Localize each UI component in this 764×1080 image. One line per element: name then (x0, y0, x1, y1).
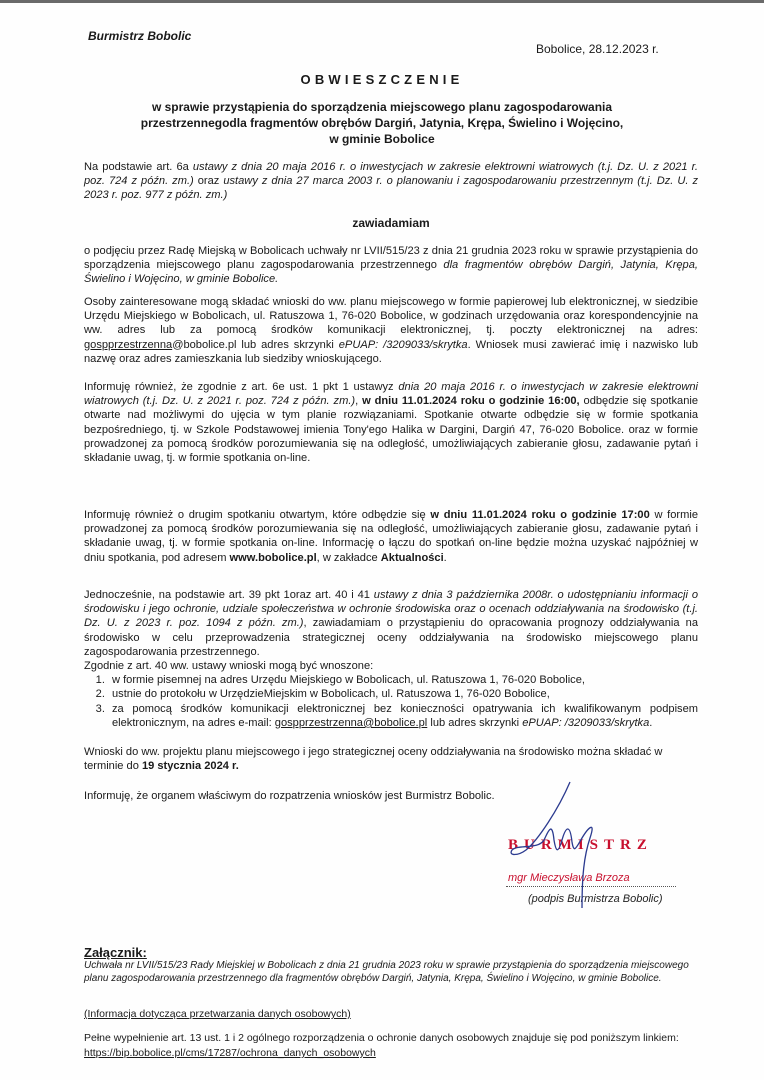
submission-methods-list (84, 673, 698, 730)
subject-line: w gminie Bobolice (329, 132, 435, 146)
news-tab-name: Aktualności (380, 551, 444, 564)
email-domain: @bobolice.pl (172, 338, 237, 351)
text: , (355, 395, 363, 408)
mayor-stamp-name: mgr Mieczysława Brzoza (508, 872, 630, 884)
handwritten-signature-icon (478, 780, 698, 910)
meeting-datetime: w dniu 11.01.2024 roku o godzinie 17:00 (430, 509, 650, 521)
epuap-address: ePUAP: /3209033/skrytka (522, 716, 650, 729)
meeting-datetime: w dniu 11.01.2024 roku o godzinie 16:00, (362, 395, 580, 408)
epuap-address: ePUAP: /3209033/skrytka (338, 338, 468, 351)
text: lub adres skrzynki (427, 716, 523, 729)
plan-area: dla fragmentów obrębów Dargiń, Jatynia, Krępa, Świelino i Wojęcino, w gminie Bobolice. (84, 259, 698, 286)
text: , w zakładce (316, 551, 381, 564)
text: Informuję, że organem właściwym do rozpatrzenia wniosków jest Burmistrz Bobolic. (84, 790, 495, 802)
paragraph-environment (84, 588, 698, 730)
paragraph-resolution (84, 244, 698, 287)
attachment-text: Uchwała nr LVII/515/23 Rady Miejskiej w Bobolicach z dnia 21 grudnia 2023 roku w sprawie przystąpienia do sporządzenia miejscowego planu zagospodarowania przestrzennego dla fragmentów obrębów Dargiń, Jatynia, Krępa, Świelino i Wojęcino, w gminie Bobolice. (84, 960, 689, 984)
document-date: Bobolice, 28.12.2023 r. (536, 42, 659, 56)
text: Osoby zainteresowane mogą składać wnioski do ww. planu miejscowego w formie papierowej lub elektronicznej, w siedzibie Urzędu Miejskiego w Bobolicach, ul. Ratuszowa 1, 76-020 Bobolice, w godzinach urzędowania oraz korespondencyjnie na ww. adres lub za pomocą środków komunikacji elektronicznej, tj. poczty elektronicznej na adres: (84, 296, 698, 337)
email-link[interactable]: gospprzestrzenna (84, 338, 173, 351)
list-item: 2. ustnie do protokołu w UrzędzieMiejskim w Bobolicach, ul. Ratuszowa 1, 76-020 Bobolice, (108, 687, 698, 701)
deadline-date: 19 stycznia 2024 r. (141, 760, 239, 773)
text: Informuję również, że zgodnie z art. 6e ust. 1 pkt 1 ustawyz (84, 381, 399, 393)
text: Pełne wypełnienie art. 13 ust. 1 i 2 ogólnego rozporządzenia o ochronie danych osobowych znajduje się pod poniższym linkiem: (84, 1032, 679, 1044)
privacy-heading: (Informacja dotycząca przetwarzania danych osobowych) (84, 1008, 351, 1020)
document-subject (0, 99, 764, 147)
text: Na podstawie art. 6a (84, 161, 193, 173)
text: Jednocześnie, na podstawie art. 39 pkt 1oraz art. 40 i 41 (84, 589, 374, 601)
text: , zawiadamiam o przystąpieniu do opracowania prognozy oddziaływania na środowisko w celu przeprowadzenia strategicznej oceny oddziaływania na środowisko miejscowego planu zagospodarowania przestrzennego. (84, 617, 698, 658)
text: . Wniosek musi zawierać imię i nazwisko lub nazwę oraz adres zamieszkania lub siedziby wnioskującego. (84, 338, 698, 365)
list-item (108, 702, 698, 730)
list-intro: Zgodnie z art. 40 ww. ustawy wnioski mogą być wnoszone: (84, 660, 374, 673)
scan-edge-line (0, 0, 764, 3)
announce-word: zawiadamiam (352, 216, 430, 230)
text: Wnioski do ww. projektu planu miejscowego i jego strategicznej oceny oddziaływania na środowisko można składać w terminie do (84, 746, 663, 773)
text: o podjęciu przez Radę Miejską w Bobolicach uchwały nr LVII/515/23 z dnia 21 grudnia 2023 roku w sprawie przystąpienia do sporządzenia miejscowego planu zagospodarowania przestrzennego (84, 245, 698, 272)
paragraph-meeting-2 (84, 508, 698, 565)
attachment-title: Załącznik: (84, 945, 147, 960)
document-title: OBWIESZCZENIE (300, 72, 464, 87)
text: odbędzie się spotkanie otwarte nad możliwymi do ujęcia w tym planie rozwiązaniami. Spotkanie otwarte odbędzie się w formie spotkania bezpośredniego, tj. w Szkole Podstawowej imienia Tony'ego Halika w Dargini, Dargiń 47, 76-020 Bobolice. oraz w formie prowadzonej za pomocą środków porozumiewania się na odległość, umożliwiających zabieranie głosu, zadawanie pytań i składanie uwag, tj. w formie spotkania on-line. (84, 395, 699, 465)
text: oraz (193, 175, 224, 188)
act-reference: ustawy z dnia 3 października 2008r. o udostępnianiu informacji o środowisku i jego ochronie, udziale społeczeństwa w ochronie środowiska oraz o ocenach oddziaływania na środowisko (t.j. Dz. U. z 2023 r. poz. 1094 z późn. zm.) (84, 589, 698, 630)
attachment-section (84, 946, 698, 985)
text: Informuję również o drugim spotkaniu otwartym, które odbędzie się (84, 509, 431, 521)
signature-caption: (podpis Burmistrza Bobolic) (528, 893, 663, 905)
privacy-section (84, 1007, 698, 1061)
author: Burmistrz Bobolic (88, 29, 192, 43)
subject-line: w sprawie przystąpienia do sporządzenia miejscowego planu zagospodarowania (151, 100, 613, 114)
subject-line: przestrzennegodla fragmentów obrębów Dargiń, Jatynia, Krępa, Świelino i Wojęcino, (140, 116, 624, 130)
text: . (443, 551, 447, 564)
list-item: 1. w formie pisemnej na adres Urzędu Miejskiego w Bobolicach, ul. Ratuszowa 1, 76-020 Bobolice, (108, 673, 698, 687)
act-reference: dnia 20 maja 2016 r. o inwestycjach w zakresie elektrowni wiatrowych (t.j. Dz. U. z 2021 r. poz. 724 z późn. zm.) (84, 381, 698, 408)
mayor-stamp-title: BURMISTRZ (508, 837, 653, 853)
act-reference: ustawy z dnia 20 maja 2016 r. o inwestycjach w zakresie elektrowni wiatrowych (t.j. Dz. U. z 2021 r. poz. 724 z późn. zm.) (84, 161, 698, 188)
paragraph-deadline (84, 745, 698, 773)
legal-basis (84, 160, 698, 203)
email-link[interactable]: gospprzestrzenna@bobolice.pl (274, 716, 428, 729)
text: lub adres skrzynki (236, 338, 339, 351)
signature-block (478, 780, 698, 910)
text: w formie prowadzonej za pomocą środków porozumiewania się na odległość, umożliwiających zabieranie głosu, zadawanie pytań i składanie uwag, tj. w formie spotkania on-line. Informację o łączu do spotkań on-line będzie można uzyskać najpóźniej w dniu spotkania, pod adresem (84, 509, 698, 564)
privacy-link[interactable]: https://bip.bobolice.pl/cms/17287/ochrona_danych_osobowych (84, 1047, 376, 1059)
website-link[interactable]: www.bobolice.pl (229, 551, 317, 564)
text: . (649, 716, 653, 729)
text: za pomocą środków komunikacji elektronicznej bez konieczności opatrywania ich kwalifikowanym podpisem elektronicznym, na adres e-mail: (112, 702, 698, 729)
act-reference: ustawy z dnia 27 marca 2003 r. o planowaniu i zagospodarowaniu przestrzennym (t.j. Dz. U. z 2023 r. poz. 977 z późn. zm.) (84, 175, 698, 202)
paragraph-meeting-1 (84, 380, 698, 465)
paragraph-applications (84, 295, 698, 366)
